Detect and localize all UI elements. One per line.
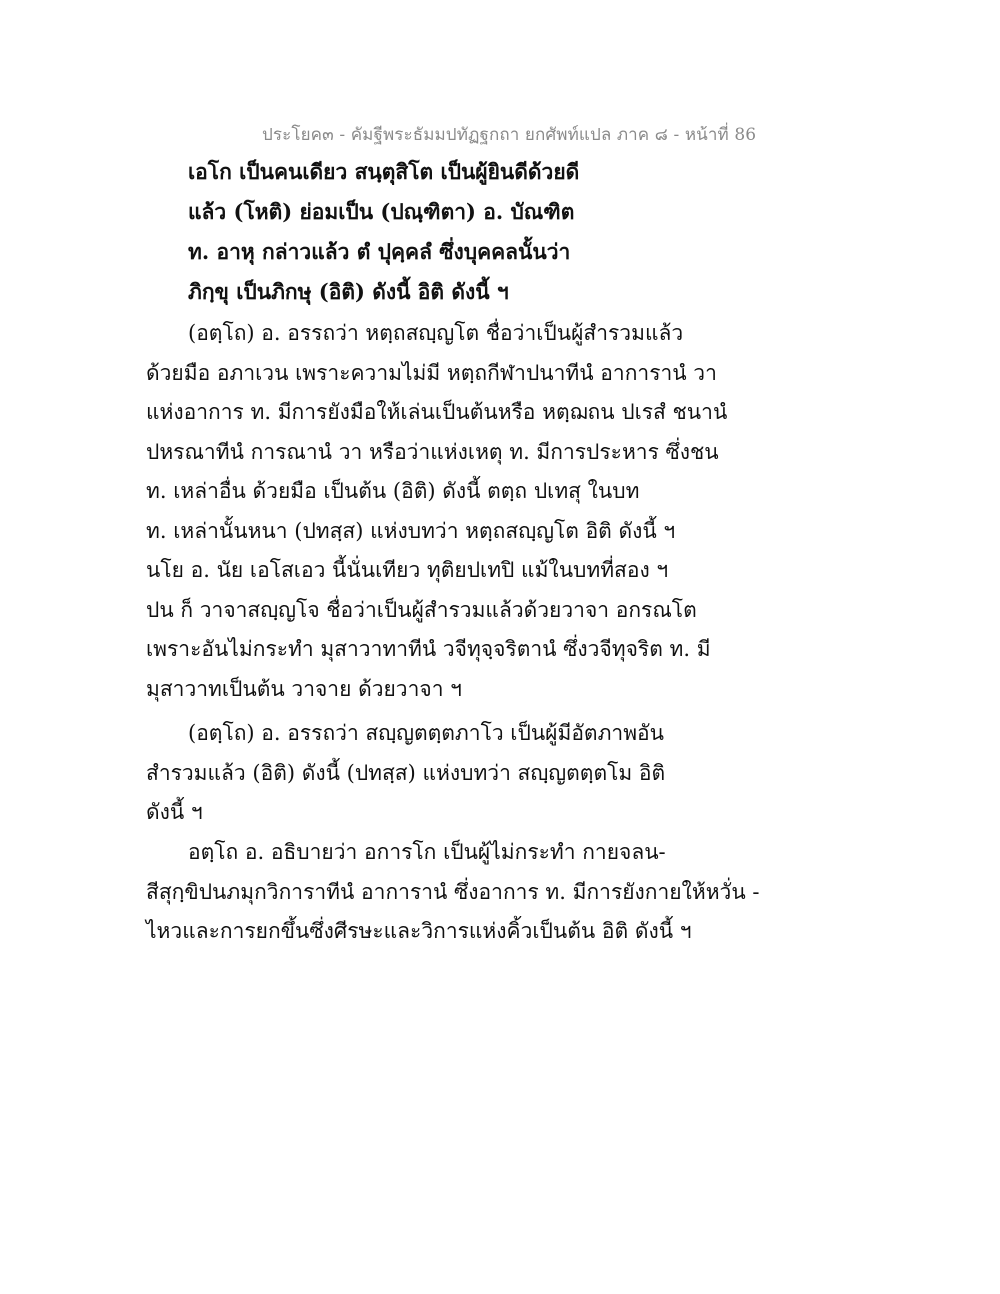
verse-line-2: แล้ว (โหติ) ย่อมเป็น (ปณฺฑิตา) อ. บัณฑิต [188,199,575,224]
verse-line-3: ท. อาหุ กล่าวแล้ว ตํ ปุคฺคลํ ซึ่งบุคคลนั้นว่า [188,239,571,264]
paragraph-line: ปน ก็ วาจาสญฺญโจ ชื่อว่าเป็นผู้สำรวมแล้วด้วยวาจา อกรณโต [146,597,697,622]
paragraph-line: (อตฺโถ) อ. อรรถว่า สญฺญตตฺตภาโว เป็นผู้มีอัตภาพอัน [188,721,665,745]
paragraph-line: เพราะอันไม่กระทำ มุสาวาทาทีนํ วจีทุจฺจริตานํ ซึ่งวจีทุจริต ท. มี [146,637,711,661]
paragraph-line: ปหรณาทีนํ การณานํ วา หรือว่าแห่งเหตุ ท. มีการประหาร ซึ่งชน [146,439,719,464]
commentary-paragraph-2 [146,714,766,833]
running-header: ประโยค๓ - คัมฐีพระธัมมปทัฏฐกถา ยกศัพท์แปล ภาค ๘ - หน้าที่ 86 [262,125,757,145]
paragraph-line: ไหวและการยกขึ้นซึ่งศีรษะและวิการแห่งคิ้วเป็นต้น อิติ ดังนี้ ฯ [146,919,692,943]
commentary-paragraph-1 [146,314,766,709]
verse-line-4: ภิกฺขุ เป็นภิกษุ (อิติ) ดังนี้ อิติ ดังนี้ ฯ [188,279,509,304]
commentary-paragraph-3 [146,833,766,952]
paragraph-line: สำรวมแล้ว (อิติ) ดังนี้ (ปทสฺส) แห่งบทว่า สญฺญตตฺตโม อิติ [146,760,666,785]
paragraph-line: (อตฺโถ) อ. อรรถว่า หตฺถสญฺญโต ชื่อว่าเป็นผู้สำรวมแล้ว [188,321,684,345]
paragraph-line: ท. เหล่านั้นหนา (ปทสฺส) แห่งบทว่า หตฺถสญฺญโต อิติ ดังนี้ ฯ [146,518,676,543]
paragraph-line: แห่งอาการ ท. มีการยังมือให้เล่นเป็นต้นหรือ หตฺฌถน ปเรสํ ชนานํ [146,400,728,424]
paragraph-line: สีสุกฺขิปนภมุกวิการาทีนํ อาการานํ ซึ่งอาการ ท. มีการยังกายให้หวั่น - [146,879,760,904]
paragraph-line: ดังนี้ ฯ [146,800,203,824]
paragraph-line: มุสาวาทเป็นต้น วาจาย ด้วยวาจา ฯ [146,676,462,701]
paragraph-line: ท. เหล่าอื่น ด้วยมือ เป็นต้น (อิติ) ดังนี้ ตตฺถ ปเทสุ ในบท [146,479,640,503]
paragraph-line: นโย อ. นัย เอโสเอว นี้นั่นเทียว ทุติยปเทปิ แม้ในบทที่สอง ฯ [146,558,669,582]
paragraph-line: อตฺโถ อ. อธิบายว่า อการโก เป็นผู้ไม่กระทำ กายจลน- [188,840,666,864]
paragraph-line: ด้วยมือ อภาเวน เพราะความไม่มี หตฺถกีฬาปนาทีนํ อาการานํ วา [146,360,717,385]
verse-block [188,152,788,312]
verse-line-1: เอโก เป็นคนเดียว สนฺตุสิโต เป็นผู้ยินดีด้วยดี [188,159,580,184]
